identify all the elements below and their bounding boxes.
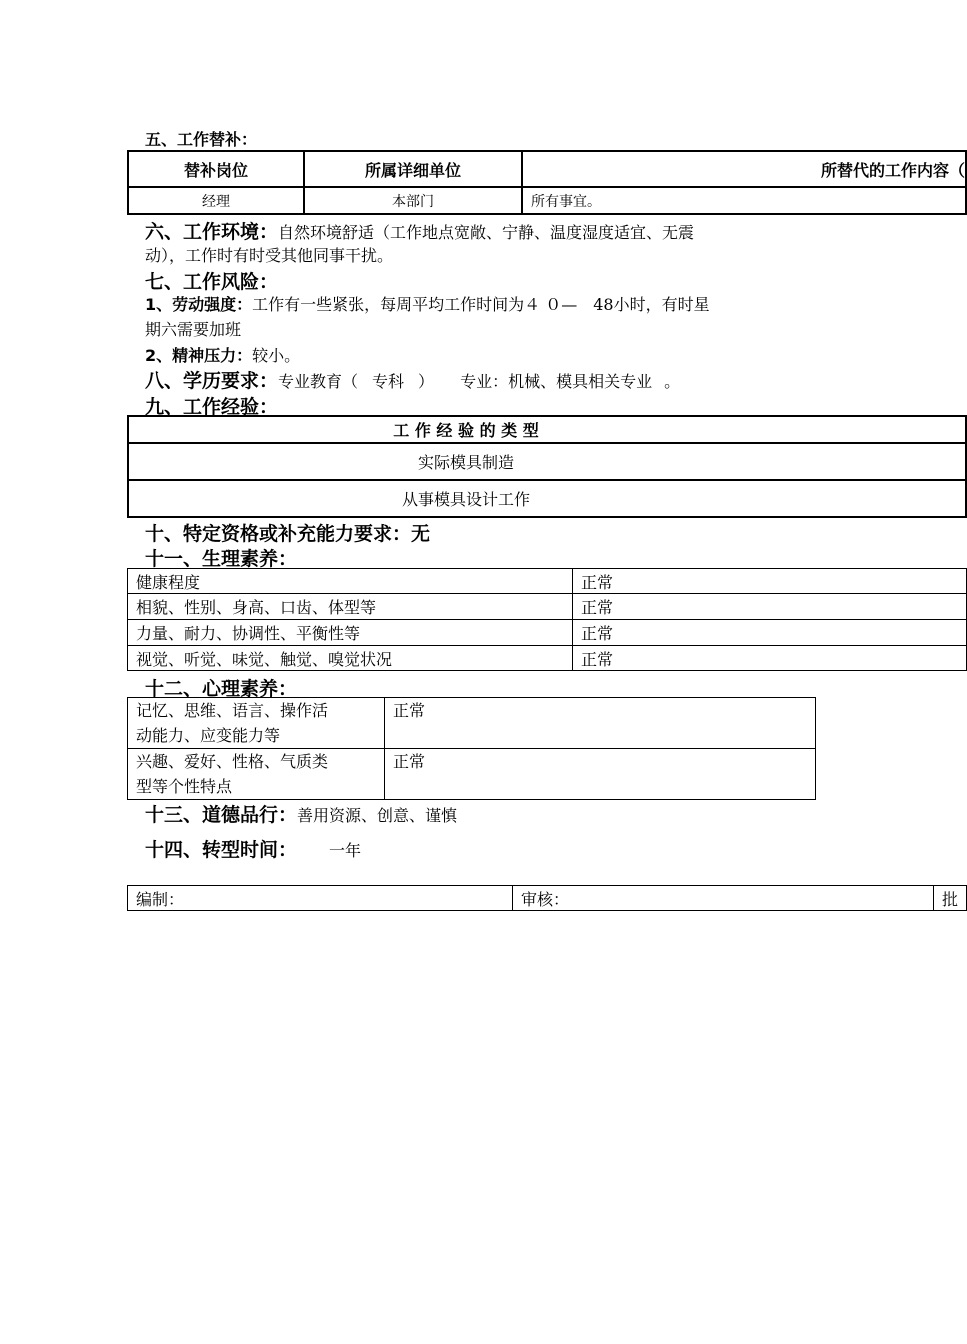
physio-value: 正常	[573, 569, 967, 594]
education-suffix: ）	[418, 372, 435, 391]
psych-item-line1: 记忆、思维、语言、操作活	[136, 701, 329, 720]
section-6-line2: 动），工作时有时受其他同事干扰。	[145, 246, 394, 265]
experience-row: 实际模具制造	[128, 443, 966, 480]
labor-intensity-text-line2: 期六需要加班	[145, 320, 242, 339]
section-13-heading: 十三、道德品行：	[145, 804, 298, 826]
mental-pressure-text: 较小。	[252, 346, 301, 365]
cell-substitute-post: 经理	[128, 187, 304, 214]
physio-value: 正常	[573, 620, 967, 646]
substitute-table	[127, 150, 967, 215]
psych-item	[128, 698, 385, 749]
section-12-heading: 十二、心理素养：	[145, 678, 298, 700]
experience-table	[127, 415, 967, 518]
cell-replaced-content: 所有事宜。	[522, 187, 966, 214]
section-7-item1	[145, 292, 710, 315]
psych-value: 正常	[385, 698, 816, 749]
psych-value: 正常	[385, 749, 816, 800]
psychological-table	[127, 697, 816, 800]
section-14	[145, 835, 361, 862]
compiled-by-cell: 编制：	[128, 886, 513, 911]
section-6	[145, 217, 694, 244]
section-10-heading: 十、特定资格或补充能力要求：无	[145, 523, 431, 545]
signature-table	[127, 885, 967, 911]
section-11-heading: 十一、生理素养：	[145, 548, 298, 570]
labor-intensity-text: 工作有一些紧张，每周平均工作时间为４ ０— 48小时，有时星	[252, 295, 710, 314]
section-9-heading: 九、工作经验：	[145, 396, 279, 418]
section-7-heading: 七、工作风险：	[145, 271, 279, 293]
education-prefix: 专业教育（	[278, 372, 359, 391]
section-6-heading: 六、工作环境：	[145, 221, 279, 243]
physio-value: 正常	[573, 646, 967, 671]
header-substitute-post: 替补岗位	[128, 151, 304, 187]
section-14-heading: 十四、转型时间：	[145, 839, 298, 861]
section-13-text: 善用资源、创意、谨慎	[297, 806, 458, 825]
psych-item-line1: 兴趣、爱好、性格、气质类	[136, 752, 329, 771]
psych-item-line2: 型等个性特点	[136, 777, 233, 796]
approved-by-cell: 批	[933, 886, 966, 911]
section-13	[145, 800, 457, 827]
psych-item-line2: 动能力、应变能力等	[136, 726, 281, 745]
physio-item: 力量、耐力、协调性、平衡性等	[128, 620, 573, 646]
physio-value: 正常	[573, 594, 967, 620]
physio-item: 健康程度	[128, 569, 573, 594]
section-8	[145, 366, 680, 393]
header-unit: 所属详细单位	[304, 151, 522, 187]
header-replaced-content: 所替代的工作内容（	[522, 151, 966, 187]
experience-header: 工 作 经 验 的 类 型	[128, 416, 966, 443]
physiological-table	[127, 568, 967, 671]
experience-row: 从事模具设计工作	[128, 480, 966, 517]
section-6-line1: 自然环境舒适（工作地点宽敞、宁静、温度湿度适宜、无震	[278, 223, 695, 242]
section-14-text: 一年	[329, 841, 362, 860]
major-label: 专业：	[460, 372, 509, 391]
section-8-end: 。	[664, 372, 681, 391]
physio-item: 视觉、听觉、味觉、触觉、嗅觉状况	[128, 646, 573, 671]
reviewed-by-cell: 审核：	[512, 886, 933, 911]
mental-pressure-label: 2、精神压力：	[145, 346, 253, 365]
education-level: 专科	[372, 372, 405, 391]
psych-item	[128, 749, 385, 800]
labor-intensity-label: 1、劳动强度：	[145, 295, 253, 314]
major-value: 机械、模具相关专业	[508, 372, 653, 391]
cell-unit: 本部门	[304, 187, 522, 214]
section-5-heading: 五、工作替补：	[145, 130, 258, 149]
physio-item: 相貌、性别、身高、口齿、体型等	[128, 594, 573, 620]
section-7-item2	[145, 343, 300, 366]
section-8-heading: 八、学历要求：	[145, 370, 279, 392]
